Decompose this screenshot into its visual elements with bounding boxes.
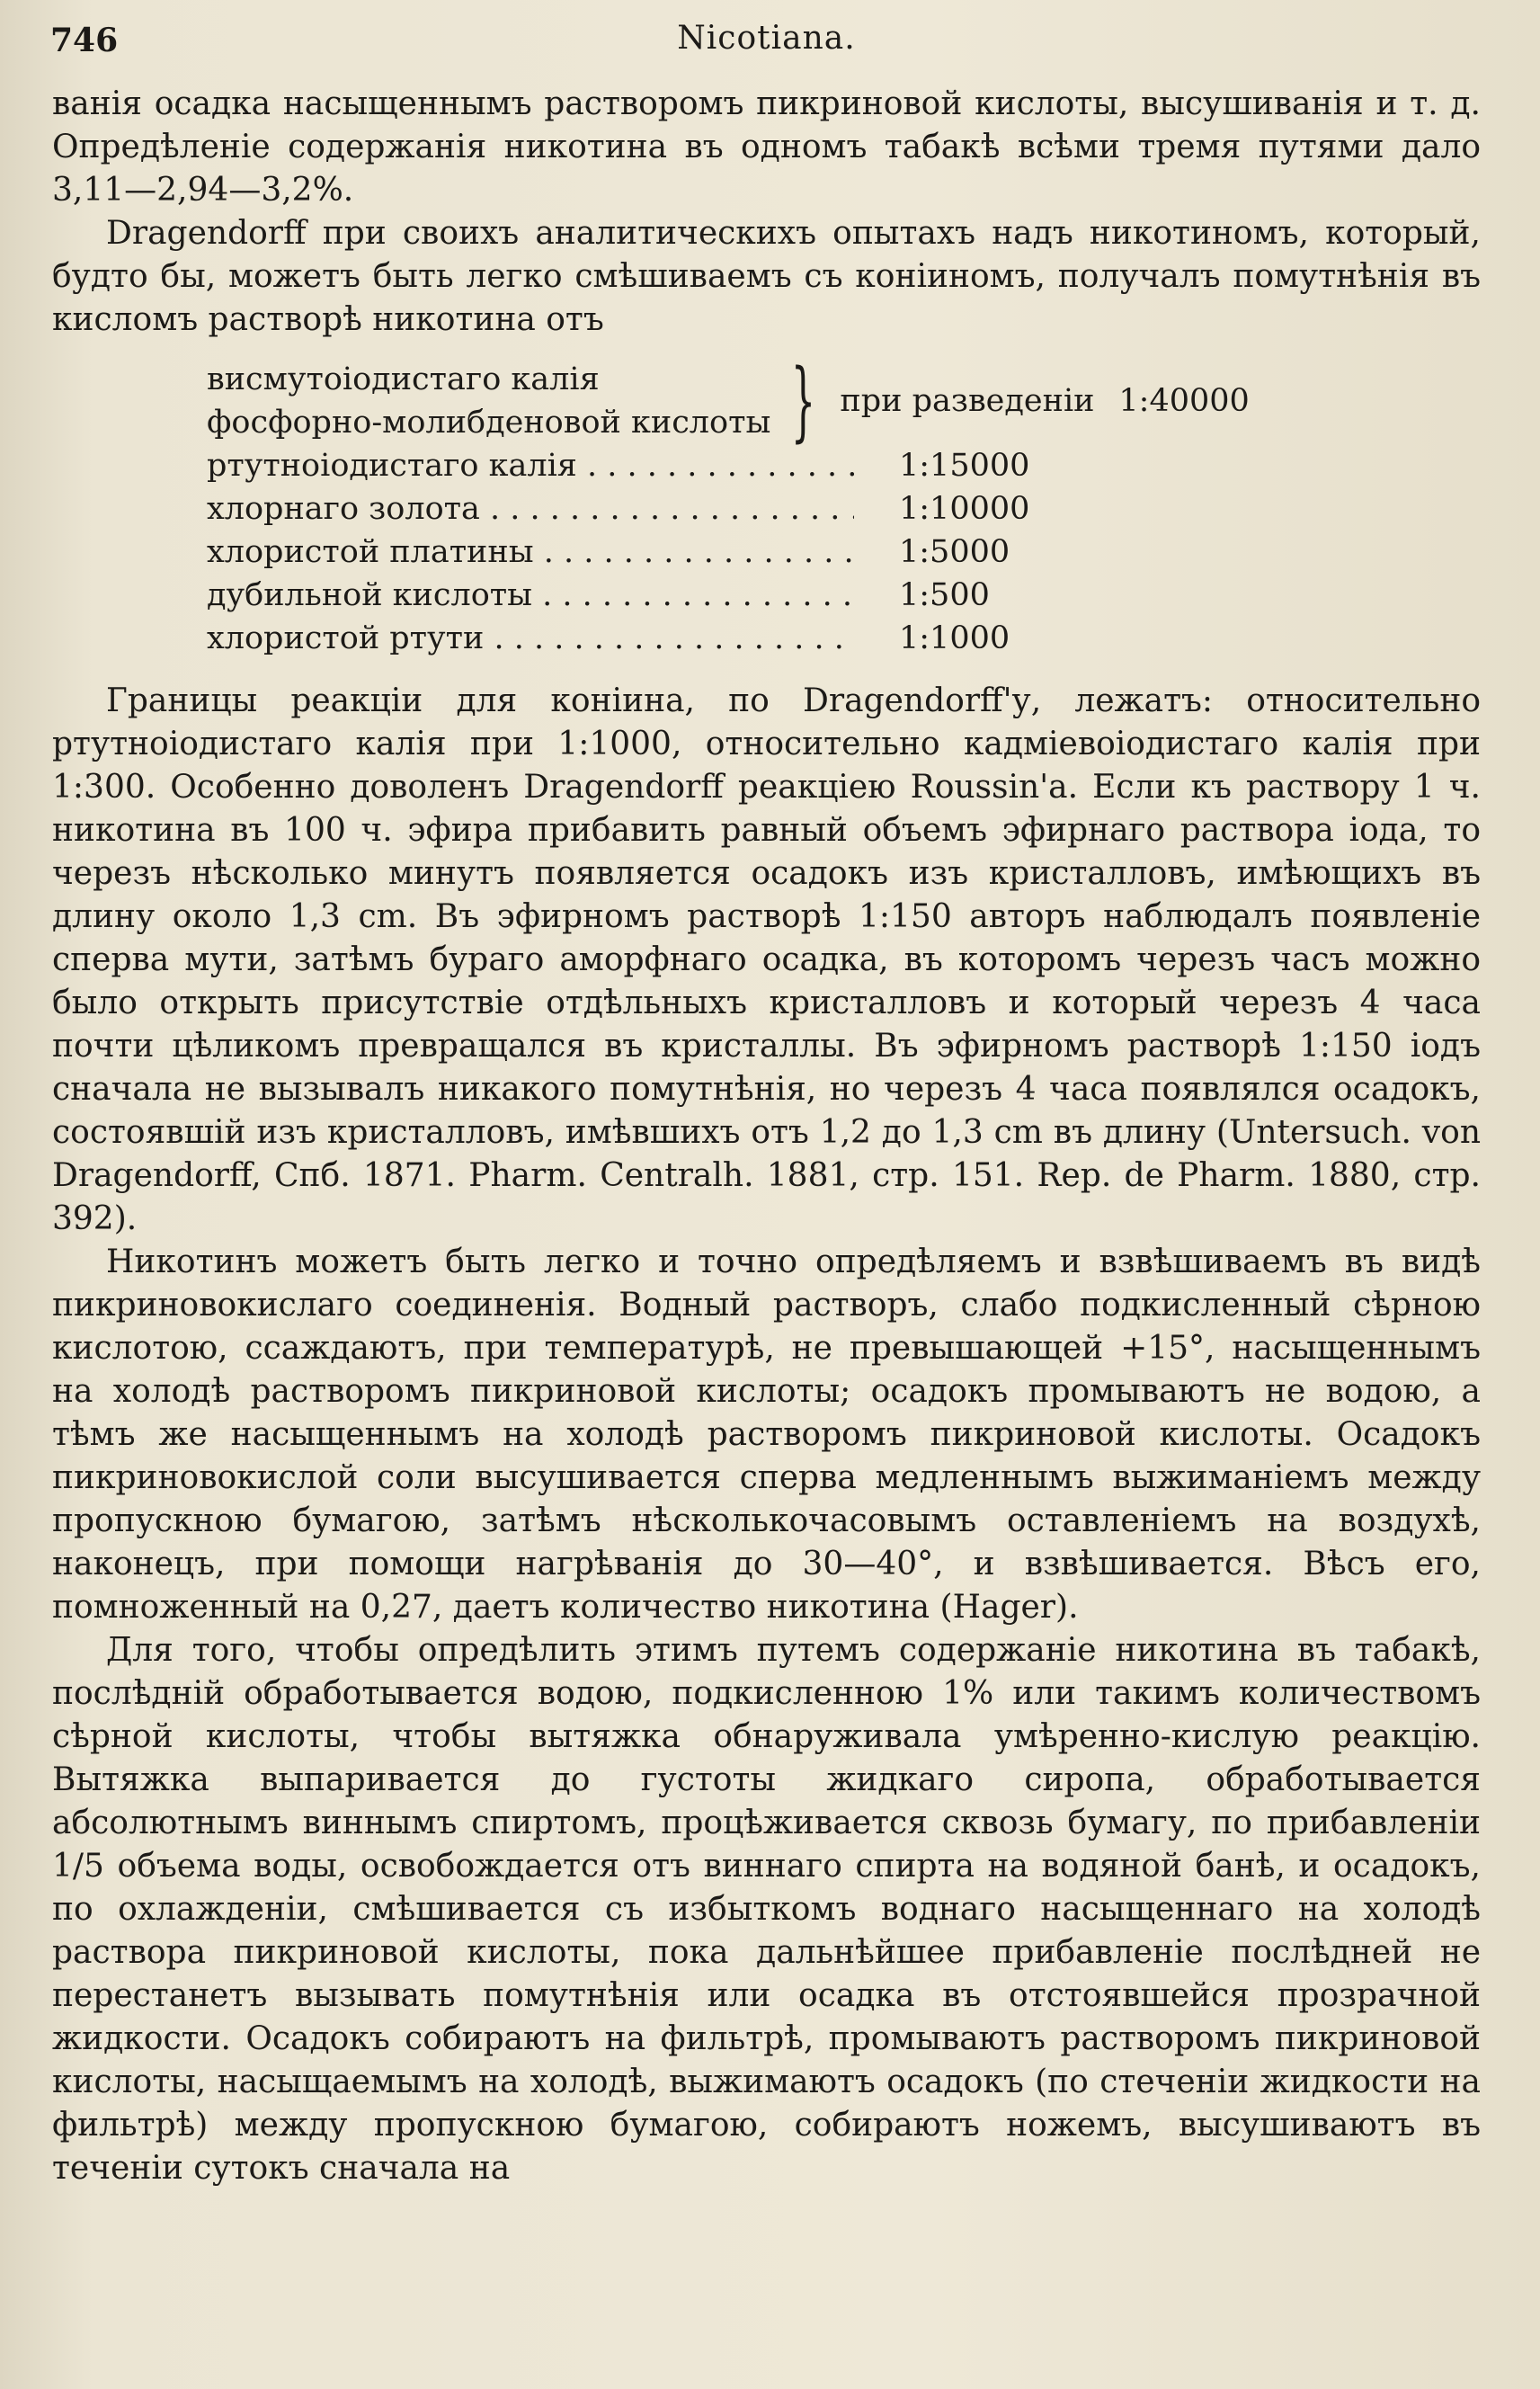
paragraph-3: Границы реакціи для коніина, по Dragendorff'у, лежатъ: относительно ртутноіодистаго калія при 1:1000, относительно кадміевоіодистаго калія при 1:300. Особенно доволенъ Dragendorff реакціею Roussin'a. Если къ раствору 1 ч. никотина въ 100 ч. эфира прибавить равный объемъ эфирнаго раствора іода, то черезъ нѣсколько минутъ появляется осадокъ изъ кристалловъ, имѣющихъ въ длину около 1,3 cm. Въ эфирномъ растворѣ 1:150 авторъ наблюдалъ появленіе сперва мути, затѣмъ бураго аморфнаго осадка, въ которомъ черезъ часъ можно было открыть присутствіе отдѣльныхъ кристалловъ и который черезъ 4 часа почти цѣликомъ превращался въ кристаллы. Въ эфирномъ растворѣ 1:150 іодъ сначала не вызывалъ никакого помутнѣнія, но черезъ 4 часа появлялся осадокъ, состоявшій изъ кристалловъ, имѣвшихъ отъ 1,2 до 1,3 cm въ длину (Untersuch. von Dragendorff, Спб. 1871. Pharm. Centralh. 1881, стр. 151. Rep. de Pharm. 1880, стр. 392). <box>52 682 1481 1237</box>
reagent-limits-table <box>207 351 1481 660</box>
reagent-row <box>207 617 1481 660</box>
paragraph-2: Dragendorff при своихъ аналитическихъ опытахъ надъ никотиномъ, который, будто бы, можетъ быть легко смѣшиваемъ съ коніиномъ, получалъ помутнѣнія въ кисломъ растворѣ никотина отъ <box>52 215 1481 338</box>
dilution-ratio: 1:500 <box>899 577 990 613</box>
dilution-ratio: 1:10000 <box>899 491 1030 527</box>
paragraph-4: Никотинъ можетъ быть легко и точно опредѣляемъ и взвѣшиваемъ въ видѣ пикриновокислаго соединенія. Водный растворъ, слабо подкисленный сѣрною кислотою, ссаждаютъ, при температурѣ, не превышающей +15°, насыщеннымъ на холодѣ растворомъ пикриновой кислоты; осадокъ промываютъ не водою, а тѣмъ же насыщеннымъ на холодѣ растворомъ пикриновой кислоты. Осадокъ пикриновокислой соли высушивается сперва медленнымъ выжиманіемъ между пропускною бумагою, затѣмъ нѣсколькочасовымъ оставленіемъ на воздухѣ, наконецъ, при помощи нагрѣванія до 30—40°, и взвѣшивается. Вѣсъ его, помноженный на 0,27, даетъ количество никотина (Hager). <box>52 1244 1481 1626</box>
dilution-ratio: 1:1000 <box>899 620 1010 656</box>
page-body <box>52 83 1481 2190</box>
reagent-row <box>207 574 1481 617</box>
paragraph-1: ванія осадка насыщеннымъ растворомъ пикриновой кислоты, высушиванія и т. д. Опредѣленіе содержанія никотина въ одномъ табакѣ всѣми тремя путями дало 3,11—2,94—3,2%. <box>52 85 1481 209</box>
reagent-name: ртутноіодистаго калія . . . <box>207 444 854 487</box>
paragraph-5: Для того, чтобы опредѣлить этимъ путемъ содержаніе никотина въ табакѣ, послѣдній обработывается водою, подкисленною 1% или такимъ количествомъ сѣрной кислоты, чтобы вытяжка обнаруживала умѣренно-кислую реакцію. Вытяжка выпаривается до густоты жидкаго сиропа, обработывается абсолютнымъ виннымъ спиртомъ, процѣживается сквозь бумагу, по прибавленіи 1/5 объема воды, освобождается отъ виннаго спирта на водяной банѣ, и осадокъ, по охлажденіи, смѣшивается съ избыткомъ воднаго насыщеннаго на холодѣ раствора пикриновой кислоты, пока дальнѣйшее прибавленіе послѣдней не перестанетъ вызывать помутнѣнія или осадка въ отстоявшейся прозрачной жидкости. Осадокъ собираютъ на фильтрѣ, промываютъ растворомъ пикриновой кислоты, насыщаемымъ на холодѣ, выжимаютъ осадокъ (по стеченіи жидкости на фильтрѣ) между пропускною бумагою, собираютъ ножемъ, высушиваютъ въ теченіи сутокъ сначала на <box>52 1632 1481 2187</box>
dilution-ratio: 1:40000 <box>1118 383 1250 419</box>
reagent-name: хлорнаго золота . . . <box>207 487 854 530</box>
reagent-name: дубильной кислоты . . . <box>207 574 854 617</box>
page-number: 746 <box>50 22 119 59</box>
brace-names <box>207 358 770 444</box>
right-brace-icon: } <box>791 351 816 451</box>
reagent-name: висмутоіодистаго калія <box>207 361 600 397</box>
brace-group <box>207 351 1481 451</box>
reagent-row <box>207 530 1481 574</box>
reagent-row <box>207 487 1481 530</box>
dilution-ratio: 1:15000 <box>899 448 1030 484</box>
running-title: Nicotiana. <box>677 20 856 57</box>
page-header <box>50 16 1482 63</box>
reagent-row <box>207 444 1481 487</box>
dilution-condition: при разведеніи <box>840 383 1095 419</box>
reagent-name: хлористой платины . . . <box>207 530 854 574</box>
dilution-ratio: 1:5000 <box>899 534 1010 570</box>
reagent-name: фосфорно-молибденовой кислоты <box>207 405 771 441</box>
reagent-name: хлористой ртути . . . <box>207 617 854 660</box>
